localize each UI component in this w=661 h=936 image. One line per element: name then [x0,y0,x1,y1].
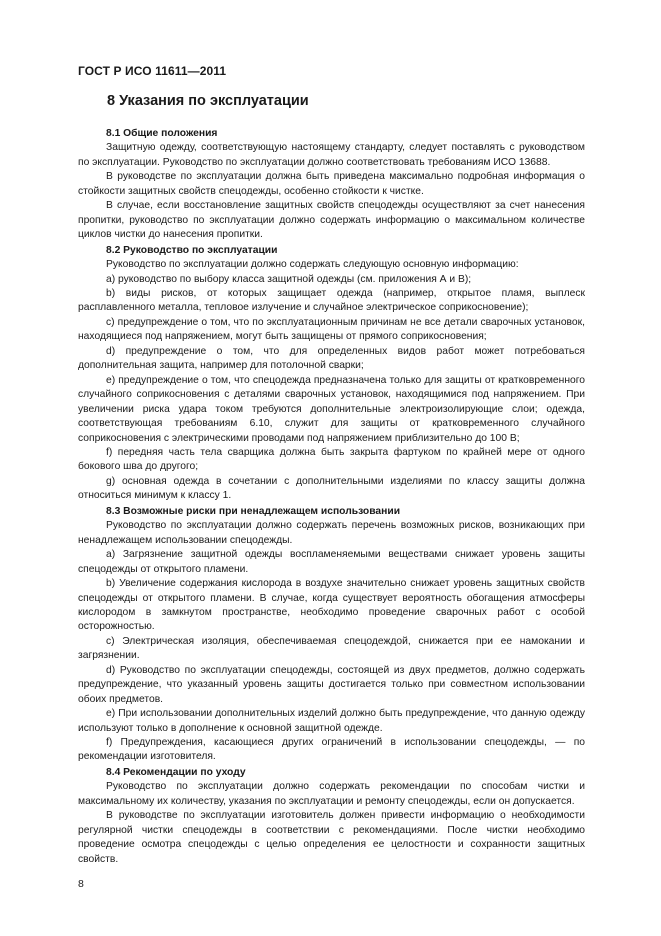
list-item: b) Увеличение содержания кислорода в воздухе значительно снижает уровень защитных свойств спецодежды от открытого пламени. В случае, когда существует вероятность обогащения атмосферы кислородом в замкнутом пространстве, необходимо проведение сварочных работ с особой осторожностью. [78,578,585,633]
document-body [78,126,585,867]
list-item: f) Предупреждения, касающиеся других ограничений в использовании спецодежды, — по рекомендации изготовителя. [78,737,585,763]
paragraph: Руководство по эксплуатации должно содержать перечень возможных рисков, возникающих при ненадлежащем использовании спецодежды. [78,520,585,546]
paragraph: В руководстве по эксплуатации должна быть приведена максимально подробная информация о стойкости защитных свойств спецодежды, особенно стойкости к чистке. [78,171,585,197]
list-item: a) руководство по выбору класса защитной одежды (см. приложения А и В); [106,273,472,285]
list-item: e) При использовании дополнительных изделий должно быть предупреждение, что данную одежду используют только в дополнение к основной защитной одежде. [78,708,585,734]
list-item: d) предупреждение о том, что для определенных видов работ может потребоваться дополнительная защита, например для потолочной сварки; [78,345,585,372]
list-item: c) Электрическая изоляция, обеспечиваемая спецодеждой, снижается при ее намокании и загрязнении. [78,635,585,662]
paragraph: Руководство по эксплуатации должно содержать рекомендации по способам чистки и максимальному их количеству, указания по эксплуатации и ремонту спецодежды, если он допускается. [78,781,585,807]
subsection-heading: 8.1 Общие положения [106,128,218,139]
paragraph: В случае, если восстановление защитных свойств спецодежды осуществляют за счет нанесения пропитки, руководство по эксплуатации должно содержать информацию о максимальном количестве циклов чистки до нанесения пропитки. [78,200,585,241]
list-item: b) виды рисков, от которых защищает одежда (например, открытое пламя, выплеск расплавленного металла, тепловое излучение и случайное электрическое соприкосновение); [78,287,585,314]
list-item: c) предупреждение о том, что по эксплуатационным причинам не все детали сварочных установок, находящиеся под напряжением, могут быть защищены от прямого соприкосновения; [78,316,585,343]
list-item: a) Загрязнение защитной одежды воспламеняемыми веществами снижает уровень защиты спецодежды от открытого пламени. [78,549,585,575]
list-item: e) предупреждение о том, что спецодежда предназначена только для защиты от кратковременного случайного соприкосновения с деталями сварочных установок, находящимися под напряжением. При увеличении риска удара током требуются дополнительные электроизолирующие слои; одежда, соответствующая требованиям 6.10, служит для защиты от кратковременного случайного соприкосновения с электрическими проводами под напряжением приблизительно до 100 В; [78,374,585,444]
list-item: f) передняя часть тела сварщика должна быть закрыта фартуком по крайней мере от одного бокового шва до другого; [78,446,585,473]
paragraph: Руководство по эксплуатации должно содержать следующую основную информацию: [106,259,519,271]
page-number: 8 [78,878,84,890]
subsection-heading: 8.2 Руководство по эксплуатации [106,244,278,256]
list-item: g) основная одежда в сочетании с дополнительными изделиями по классу защиты должна относиться минимум к классу 1. [78,475,585,502]
subsection-heading: 8.3 Возможные риски при ненадлежащем использовании [106,505,401,517]
list-item: d) Руководство по эксплуатации спецодежды, состоящей из двух предметов, должно содержать предупреждение, что указанный уровень защиты достигается только при совместном использовании обоих предметов. [78,664,585,705]
paragraph: Защитную одежду, соответствующую настоящему стандарту, следует поставлять с руководством по эксплуатации. Руководство по эксплуатации должно соответствовать требованиям ИСО 13688. [78,142,585,168]
document-header: ГОСТ Р ИСО 11611—2011 [78,64,227,78]
paragraph: В руководстве по эксплуатации изготовитель должен привести информацию о необходимости регулярной чистки спецодежды в соответствии с рекомендациями. После чистки необходимо проведение осмотра спецодежды с целью определения ее целостности и сохранности защитных свойств. [78,810,585,865]
section-title: 8 Указания по эксплуатации [107,93,309,109]
subsection-heading: 8.4 Рекомендации по уходу [106,766,246,778]
